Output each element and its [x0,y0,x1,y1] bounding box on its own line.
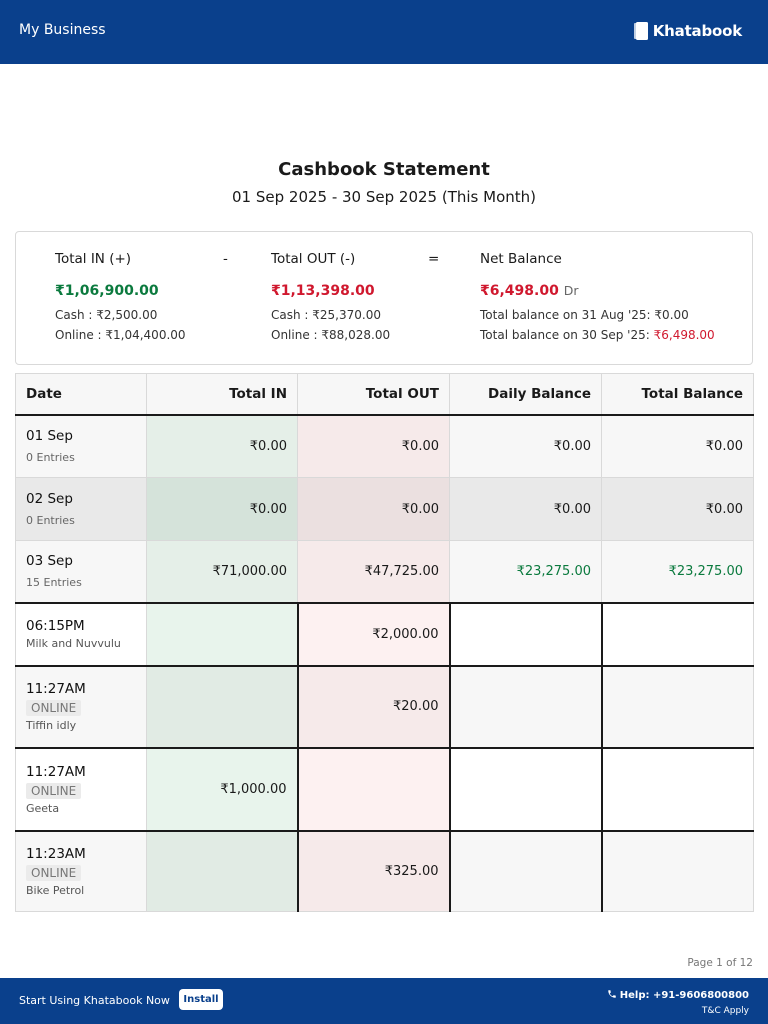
entry-total-balance [602,603,754,666]
entry-total-balance [602,748,754,831]
page-indicator: Page 1 of 12 [687,957,753,969]
help-phone[interactable] [607,989,749,1002]
statement-table [15,373,754,912]
entry-info-cell [16,831,147,912]
install-button[interactable]: Install [179,989,223,1010]
opening-balance [480,308,689,322]
day-total-out: ₹47,725.00 [298,541,450,603]
day-date-cell [16,478,147,541]
day-daily-balance: ₹0.00 [450,415,602,478]
footer-bar [0,978,768,1024]
business-name[interactable]: My Business [19,22,106,38]
closing-balance-label: Total balance on 30 Sep '25: [480,328,654,342]
day-entries-count: 0 Entries [26,451,75,465]
entry-info-cell [16,748,147,831]
day-entries-count: 15 Entries [26,576,82,590]
entry-time: 06:15PM [26,618,85,634]
table-row [16,478,754,541]
total-in-amount: ₹1,06,900.00 [55,283,159,299]
table-row [16,415,754,478]
day-daily-balance: ₹23,275.00 [450,541,602,603]
opening-balance-value: ₹0.00 [654,308,689,322]
khatabook-book-icon [634,22,648,40]
net-balance-label: Net Balance [480,251,562,267]
table-header-row [16,374,754,415]
entry-out-amount: ₹20.00 [298,666,450,748]
day-total-in: ₹71,000.00 [147,541,298,603]
entry-note: Geeta [26,801,60,815]
net-balance-suffix: Dr [563,283,579,298]
entry-in-amount [147,666,298,748]
total-out-cash: Cash : ₹25,370.00 [271,308,381,322]
tc-link[interactable]: T&C Apply [701,1006,749,1016]
net-balance-value: ₹6,498.00 [480,283,559,299]
day-date: 02 Sep [26,491,73,507]
top-bar [0,0,768,64]
report-title: Cashbook Statement [278,159,490,180]
day-entries-count: 0 Entries [26,514,75,527]
footer-cta-text: Start Using Khatabook Now [19,994,170,1007]
entry-daily-balance [450,666,602,748]
day-date: 03 Sep [26,553,73,570]
total-out-online: Online : ₹88,028.00 [271,328,391,342]
closing-balance-value: ₹6,498.00 [653,328,715,342]
entry-info-cell [16,666,147,748]
entry-info-cell [16,603,147,666]
net-balance-amount [480,283,578,299]
closing-balance [480,328,715,342]
header-date: Date [16,374,147,415]
entry-in-amount [147,603,298,666]
phone-icon [607,989,617,1002]
payment-mode-badge: ONLINE [26,865,81,881]
day-total-balance: ₹0.00 [602,478,754,541]
brand-name: Khatabook [652,22,742,40]
entry-time: 11:27AM [26,681,86,697]
table-row [16,748,754,831]
entry-note: Tiffin idly [26,719,77,732]
equals-symbol: = [428,251,440,267]
entry-out-amount [298,748,450,831]
header-total-balance: Total Balance [602,374,754,415]
day-date-cell [16,541,147,603]
total-in-cash: Cash : ₹2,500.00 [55,308,158,322]
day-total-balance: ₹23,275.00 [602,541,754,603]
payment-mode-badge: ONLINE [26,783,81,799]
day-date-cell [16,415,147,478]
total-in-online: Online : ₹1,04,400.00 [55,328,186,342]
entry-total-balance [602,831,754,912]
entry-out-amount: ₹2,000.00 [298,603,450,666]
entry-in-amount: ₹1,000.00 [147,748,298,831]
entry-in-amount [147,831,298,912]
day-total-in: ₹0.00 [147,478,298,541]
table-row [16,666,754,748]
help-phone-text: Help: +91-9606800800 [619,990,749,1001]
header-total-out: Total OUT [298,374,450,415]
total-in-label: Total IN (+) [55,251,132,267]
table-row [16,603,754,666]
entry-daily-balance [450,831,602,912]
total-out-amount: ₹1,13,398.00 [271,283,375,299]
summary-card [15,231,753,365]
total-out-label: Total OUT (-) [271,251,356,267]
minus-symbol: - [223,251,228,267]
entry-time: 11:27AM [26,763,86,780]
table-row [16,541,754,603]
day-total-out: ₹0.00 [298,415,450,478]
entry-total-balance [602,666,754,748]
entry-daily-balance [450,748,602,831]
day-daily-balance: ₹0.00 [450,478,602,541]
entry-out-amount: ₹325.00 [298,831,450,912]
opening-balance-label: Total balance on 31 Aug '25: [480,308,655,322]
entry-note: Milk and Nuvvulu [26,637,121,650]
report-period: 01 Sep 2025 - 30 Sep 2025 (This Month) [232,188,536,206]
payment-mode-badge: ONLINE [26,700,81,716]
entry-note: Bike Petrol [26,883,85,897]
day-total-balance: ₹0.00 [602,415,754,478]
table-row [16,831,754,912]
day-total-out: ₹0.00 [298,478,450,541]
brand-logo [634,22,742,40]
header-total-in: Total IN [147,374,298,415]
day-date: 01 Sep [26,428,73,445]
entry-time: 11:23AM [26,845,86,862]
header-daily-balance: Daily Balance [450,374,602,415]
entry-daily-balance [450,603,602,666]
day-total-in: ₹0.00 [147,415,298,478]
